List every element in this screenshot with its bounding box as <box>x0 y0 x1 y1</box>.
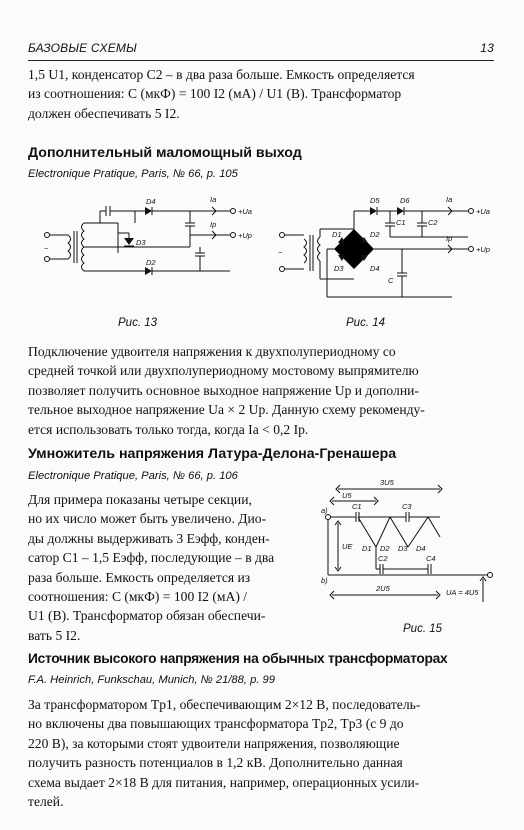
page-number: 13 <box>480 41 494 55</box>
running-head-title: БАЗОВЫЕ СХЕМЫ <box>28 41 137 55</box>
svg-text:Ia: Ia <box>446 195 453 204</box>
section3-paragraph <box>28 695 494 811</box>
svg-text:+Ua: +Ua <box>238 207 252 216</box>
svg-text:C4: C4 <box>426 554 436 563</box>
svg-text:Ip: Ip <box>210 220 217 229</box>
svg-text:~: ~ <box>44 244 49 253</box>
svg-text:D2: D2 <box>370 230 380 239</box>
svg-text:Ip: Ip <box>446 234 453 243</box>
body-line: схема выдает 2×18 В для питания, например, операционных усили- <box>28 774 420 790</box>
figure-13-schematic <box>40 193 262 289</box>
body-line: средней точкой или двухполупериодному мостовому выпрямителю <box>28 363 419 379</box>
body-line: получить разность потенциалов в 1,2 кВ. Дополнительно данная <box>28 755 403 771</box>
running-head <box>28 41 494 55</box>
svg-text:D5: D5 <box>370 196 380 205</box>
body-line: ется использовать только тогда, когда Ia < 0,2 Ip. <box>28 421 309 437</box>
svg-text:C1: C1 <box>352 502 362 511</box>
svg-text:C2: C2 <box>428 218 438 227</box>
figure-14-schematic <box>272 193 502 303</box>
svg-text:b): b) <box>321 576 328 585</box>
svg-text:Ia: Ia <box>210 195 217 204</box>
svg-text:UA = 4U5: UA = 4U5 <box>446 588 479 597</box>
figure-14-caption: Рис. 14 <box>346 317 385 329</box>
svg-text:D2: D2 <box>380 544 390 553</box>
section-heading: Источник высокого напряжения на обычных трансформаторах <box>28 651 448 666</box>
svg-text:C3: C3 <box>402 502 412 511</box>
svg-text:C: C <box>388 276 394 285</box>
svg-text:D4: D4 <box>416 544 426 553</box>
svg-text:D1: D1 <box>332 230 342 239</box>
svg-text:D3: D3 <box>398 544 408 553</box>
body-line: 220 В), за которыми стоят удвоители напряжения, позволяющие <box>28 735 400 751</box>
body-line: Подключение удвоителя напряжения к двухполупериодному со <box>28 344 396 359</box>
svg-text:C2: C2 <box>378 554 388 563</box>
figure-13-caption: Рис. 13 <box>118 317 157 329</box>
svg-text:D3: D3 <box>334 264 344 273</box>
intro-line: из соотношения: C (мкФ) = 100 I2 (мА) / U1 (В). Трансформатор <box>28 86 402 102</box>
body-line: Для примера показаны четыре секции, <box>28 492 252 507</box>
source-citation: F.A. Heinrich, Funkschau, Munich, № 21/88, p. 99 <box>28 674 275 686</box>
body-line: телей. <box>28 794 64 810</box>
svg-text:D4: D4 <box>370 264 380 273</box>
figure-15-caption: Рис. 15 <box>403 623 442 635</box>
header-rule <box>28 60 494 61</box>
body-line: U1 (В). Трансформатор обязан обеспечи- <box>28 608 266 624</box>
svg-text:+Up: +Up <box>238 231 252 240</box>
intro-line: 1,5 U1, конденсатор C2 – в два раза больше. Емкость определяется <box>28 67 415 82</box>
body-line: но их число может быть увеличено. Дио- <box>28 511 267 527</box>
svg-text:D6: D6 <box>400 196 410 205</box>
intro-paragraph <box>28 65 494 123</box>
figure-15-schematic <box>318 477 504 615</box>
svg-text:3U5: 3U5 <box>380 478 394 487</box>
body-line: тельное выходное напряжение Ua × 2 Up. Данную схему рекоменду- <box>28 402 425 418</box>
source-citation: Electronique Pratique, Paris, № 66, p. 105 <box>28 168 238 180</box>
intro-line: должен обеспечивать 5 I2. <box>28 105 180 121</box>
section2-paragraph <box>28 490 300 645</box>
body-line: ды должны выдерживать 3 Eэфф, конден- <box>28 530 270 546</box>
body-line: сатор C1 – 1,5 Eэфф, последующие – в два <box>28 550 275 566</box>
source-citation: Electronique Pratique, Paris, № 66, p. 106 <box>28 470 238 482</box>
svg-text:a): a) <box>321 506 328 515</box>
section-heading: Умножитель напряжения Латура-Делона-Гренашера <box>28 446 397 462</box>
section-heading: Дополнительный маломощный выход <box>28 145 302 161</box>
svg-text:+Ua: +Ua <box>476 207 490 216</box>
body-line: позволяет получить основное выходное напряжение Up и дополни- <box>28 382 419 398</box>
svg-text:D4: D4 <box>146 197 156 206</box>
svg-text:D2: D2 <box>146 258 156 267</box>
svg-text:D1: D1 <box>362 544 372 553</box>
body-line: но включены два повышающих трансформатора Tp2, Tp3 (с 9 до <box>28 716 404 732</box>
section1-paragraph <box>28 342 494 439</box>
svg-text:C1: C1 <box>396 218 406 227</box>
svg-text:UE: UE <box>342 542 353 551</box>
body-line: соотношения: C (мкФ) = 100 I2 (мА) / <box>28 589 248 605</box>
svg-text:2U5: 2U5 <box>376 584 390 593</box>
body-line: раза больше. Емкость определяется из <box>28 569 251 585</box>
svg-text:+Up: +Up <box>476 245 490 254</box>
body-line: вать 5 I2. <box>28 627 81 643</box>
svg-text:D3: D3 <box>136 238 146 247</box>
svg-text:U5: U5 <box>342 491 352 500</box>
body-line: За трансформатором Tp1, обеспечивающим 2×12 В, последователь- <box>28 697 421 712</box>
svg-text:~: ~ <box>278 248 283 257</box>
